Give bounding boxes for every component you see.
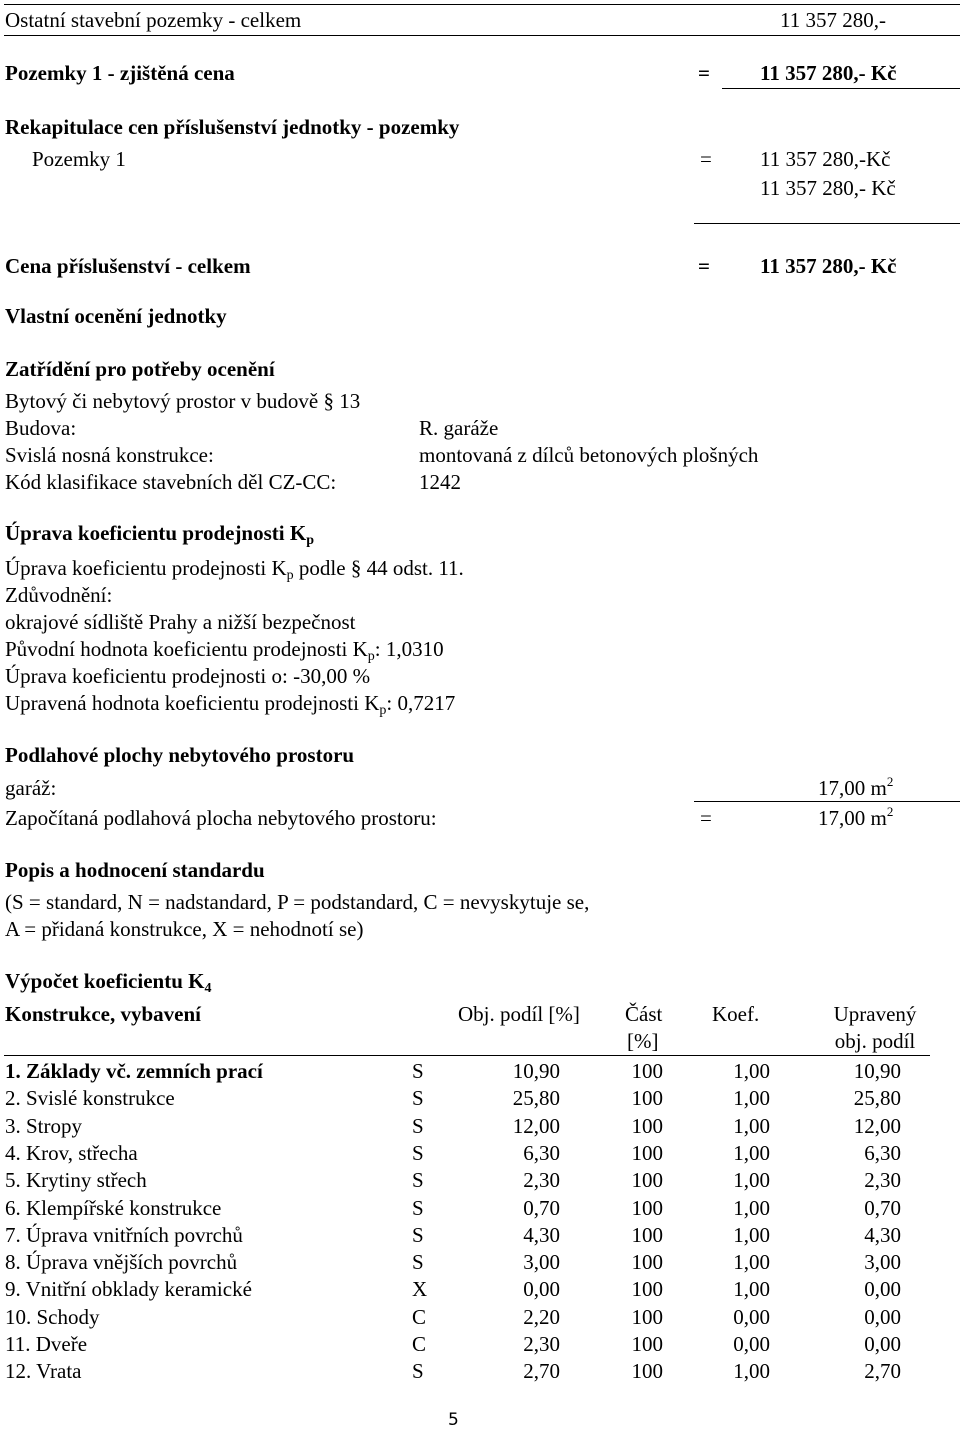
cell-adj: 25,80 xyxy=(853,1086,901,1110)
cell-name: 2. Svislé konstrukce xyxy=(5,1086,175,1110)
garage-value-text: 17,00 m xyxy=(818,776,887,800)
cell-coef: 1,00 xyxy=(733,1059,770,1083)
cell-std: S xyxy=(412,1059,424,1083)
cell-name: 9. Vnitřní obklady keramické xyxy=(5,1277,252,1301)
land-price-value: 11 357 280,- Kč xyxy=(760,61,897,85)
cell-coef: 1,00 xyxy=(733,1223,770,1247)
cell-part: 100 xyxy=(631,1277,663,1301)
kp-line1-rest: podle § 44 odst. 11. xyxy=(293,556,464,580)
cell-part: 100 xyxy=(631,1196,663,1220)
kp-title-sub: p xyxy=(306,533,314,548)
cell-coef: 0,00 xyxy=(733,1305,770,1329)
k4-title-text: Výpočet koeficientu K xyxy=(5,969,205,993)
cell-coef: 1,00 xyxy=(733,1141,770,1165)
cell-coef: 0,00 xyxy=(733,1332,770,1356)
k4-title-sub: 4 xyxy=(204,981,212,996)
land-price-label: Pozemky 1 - zjištěná cena xyxy=(5,61,235,85)
garage-value xyxy=(818,776,893,801)
kp-new-text: Upravená hodnota koeficientu prodejnosti K xyxy=(5,691,380,715)
cell-coef: 1,00 xyxy=(733,1277,770,1301)
cell-name: 12. Vrata xyxy=(5,1359,82,1383)
cell-part: 100 xyxy=(631,1168,663,1192)
cell-share: 2,20 xyxy=(523,1305,560,1329)
recap-item-label: Pozemky 1 xyxy=(32,147,126,171)
cell-std: S xyxy=(412,1114,424,1138)
cell-part: 100 xyxy=(631,1114,663,1138)
top-total-underline xyxy=(4,35,960,36)
cell-std: S xyxy=(412,1086,424,1110)
kp-original-text: Původní hodnota koeficientu prodejnosti K xyxy=(5,637,368,661)
kp-new-value: : 0,7217 xyxy=(386,691,456,715)
counted-area-value xyxy=(818,806,893,831)
cell-name: 1. Základy vč. zemních prací xyxy=(5,1059,263,1083)
recap-item-eq: = xyxy=(700,147,712,171)
cell-share: 3,00 xyxy=(523,1250,560,1274)
cell-std: S xyxy=(412,1196,424,1220)
kp-reason-text: okrajové sídliště Prahy a nižší bezpečnost xyxy=(5,610,356,634)
cell-coef: 1,00 xyxy=(733,1250,770,1274)
cell-part: 100 xyxy=(631,1359,663,1383)
top-rule xyxy=(4,4,960,5)
cell-name: 7. Úprava vnitřních povrchů xyxy=(5,1223,243,1247)
kp-original-sub: p xyxy=(367,649,375,664)
cell-std: S xyxy=(412,1250,424,1274)
cell-share: 4,30 xyxy=(523,1223,560,1247)
kp-line1-text: Úprava koeficientu prodejnosti K xyxy=(5,556,287,580)
recap-item-value: 11 357 280,-Kč xyxy=(760,147,891,171)
cell-std: S xyxy=(412,1359,424,1383)
cell-adj: 3,00 xyxy=(864,1250,901,1274)
cell-share: 2,70 xyxy=(523,1359,560,1383)
k4-header-share: Obj. podíl [%] xyxy=(458,1002,580,1026)
cell-name: 11. Dveře xyxy=(5,1332,88,1356)
recap-title: Rekapitulace cen příslušenství jednotky - pozemky xyxy=(5,115,460,139)
land-price-underline xyxy=(722,88,960,89)
recap-sum-underline xyxy=(694,223,960,224)
counted-area-label: Započítaná podlahová plocha nebytového prostoru: xyxy=(5,806,437,830)
cell-std: S xyxy=(412,1223,424,1247)
cell-part: 100 xyxy=(631,1223,663,1247)
cell-share: 25,80 xyxy=(512,1086,560,1110)
accessories-total-label: Cena příslušenství - celkem xyxy=(5,254,251,278)
code-label: Kód klasifikace stavebních děl CZ-CC: xyxy=(5,470,337,494)
k4-title xyxy=(5,969,211,994)
cell-part: 100 xyxy=(631,1141,663,1165)
building-value: R. garáže xyxy=(419,416,499,440)
cell-std: X xyxy=(412,1277,428,1301)
structure-value: montovaná z dílců betonových plošných xyxy=(419,443,759,467)
cell-share: 0,70 xyxy=(523,1196,560,1220)
cell-coef: 1,00 xyxy=(733,1168,770,1192)
cell-share: 12,00 xyxy=(512,1114,560,1138)
kp-adjust: Úprava koeficientu prodejnosti o: -30,00 % xyxy=(5,664,371,688)
top-total-value: 11 357 280,- xyxy=(780,8,886,32)
cell-adj: 0,70 xyxy=(864,1196,901,1220)
k4-header-coef: Koef. xyxy=(712,1002,760,1026)
k4-header-adjusted-1: Upravený xyxy=(833,1002,917,1026)
accessories-total-eq: = xyxy=(698,254,710,278)
cell-adj: 0,00 xyxy=(864,1305,901,1329)
cell-name: 8. Úprava vnějších povrchů xyxy=(5,1250,238,1274)
cell-std: C xyxy=(412,1305,427,1329)
kp-reason-label: Zdůvodnění: xyxy=(5,583,113,607)
accessories-total-value: 11 357 280,- Kč xyxy=(760,254,897,278)
k4-header-rule xyxy=(4,1055,930,1056)
kp-original-value: : 1,0310 xyxy=(374,637,444,661)
structure-label: Svislá nosná konstrukce: xyxy=(5,443,214,467)
cell-name: 6. Klempířské konstrukce xyxy=(5,1196,222,1220)
cell-adj: 12,00 xyxy=(853,1114,901,1138)
cell-adj: 10,90 xyxy=(853,1059,901,1083)
cell-adj: 2,70 xyxy=(864,1359,901,1383)
garage-value-sup: 2 xyxy=(886,774,894,789)
page-number: 5 xyxy=(448,1410,459,1430)
cell-coef: 1,00 xyxy=(733,1196,770,1220)
garage-label: garáž: xyxy=(5,776,57,800)
cell-std: S xyxy=(412,1168,424,1192)
cell-part: 100 xyxy=(631,1086,663,1110)
floor-title: Podlahové plochy nebytového prostoru xyxy=(5,743,355,767)
cell-part: 100 xyxy=(631,1059,663,1083)
k4-header-part-1: Část xyxy=(625,1002,663,1026)
code-value: 1242 xyxy=(419,470,461,494)
kp-line1 xyxy=(5,556,464,581)
kp-original xyxy=(5,637,444,662)
kp-title xyxy=(5,521,314,546)
standard-title: Popis a hodnocení standardu xyxy=(5,858,265,882)
own-valuation-title: Vlastní ocenění jednotky xyxy=(5,304,227,328)
cell-adj: 0,00 xyxy=(864,1332,901,1356)
cell-adj: 2,30 xyxy=(864,1168,901,1192)
cell-share: 0,00 xyxy=(523,1277,560,1301)
cell-part: 100 xyxy=(631,1305,663,1329)
kp-new-sub: p xyxy=(379,703,387,718)
cell-name: 3. Stropy xyxy=(5,1114,83,1138)
garage-underline xyxy=(694,801,960,802)
counted-area-value-text: 17,00 m xyxy=(818,806,887,830)
cell-adj: 6,30 xyxy=(864,1141,901,1165)
cell-share: 10,90 xyxy=(512,1059,560,1083)
counted-area-value-sup: 2 xyxy=(886,804,894,819)
k4-header-adjusted-2: obj. podíl xyxy=(834,1029,916,1053)
cell-name: 10. Schody xyxy=(5,1305,100,1329)
classification-title: Zatřídění pro potřeby ocenění xyxy=(5,357,275,381)
cell-share: 2,30 xyxy=(523,1168,560,1192)
cell-coef: 1,00 xyxy=(733,1114,770,1138)
cell-coef: 1,00 xyxy=(733,1359,770,1383)
top-total-label: Ostatní stavební pozemky - celkem xyxy=(5,8,302,32)
cell-name: 4. Krov, střecha xyxy=(5,1141,138,1165)
cell-coef: 1,00 xyxy=(733,1086,770,1110)
cell-part: 100 xyxy=(631,1250,663,1274)
cell-share: 6,30 xyxy=(523,1141,560,1165)
cell-adj: 4,30 xyxy=(864,1223,901,1247)
counted-area-eq: = xyxy=(700,806,712,830)
cell-adj: 0,00 xyxy=(864,1277,901,1301)
classification-line: Bytový či nebytový prostor v budově § 13 xyxy=(5,389,361,413)
kp-title-text: Úprava koeficientu prodejnosti K xyxy=(5,521,307,545)
cell-part: 100 xyxy=(631,1332,663,1356)
cell-std: S xyxy=(412,1141,424,1165)
standard-legend-line1: (S = standard, N = nadstandard, P = podstandard, C = nevyskytuje se, xyxy=(5,890,590,914)
cell-share: 2,30 xyxy=(523,1332,560,1356)
k4-header-part-2: [%] xyxy=(627,1029,659,1053)
cell-name: 5. Krytiny střech xyxy=(5,1168,147,1192)
standard-legend-line2: A = přidaná konstrukce, X = nehodnotí se) xyxy=(5,917,364,941)
k4-header-construction: Konstrukce, vybavení xyxy=(5,1002,202,1026)
kp-line1-sub: p xyxy=(286,568,294,583)
land-price-eq: = xyxy=(698,61,710,85)
building-label: Budova: xyxy=(5,416,77,440)
recap-sum-value: 11 357 280,- Kč xyxy=(760,176,896,200)
cell-std: C xyxy=(412,1332,427,1356)
kp-new xyxy=(5,691,455,716)
